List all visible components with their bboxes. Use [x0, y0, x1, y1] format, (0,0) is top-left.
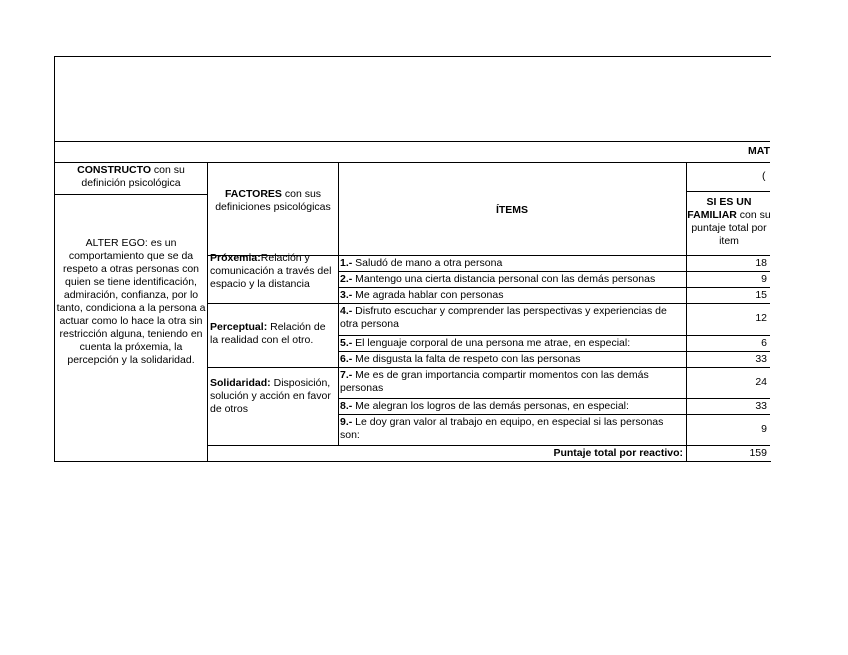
factor-proxemia: Próxemia:Relación y comunicación a través del espacio y la distancia: [210, 252, 332, 290]
item-row-4: 4.- Disfruto escuchar y comprender las perspectivas y experiencias de otra persona: [340, 305, 667, 330]
total-label: Puntaje total por reactivo:: [553, 447, 683, 459]
rule-item-1: [338, 271, 770, 272]
item-score-2: 9: [761, 273, 767, 285]
rule-title-bottom: [54, 141, 770, 142]
rule-item-8: [338, 414, 770, 415]
constructo-definition: ALTER EGO: es un comportamiento que se da respeto a otras personas con quien se tiene identificación, admiración, confianza, por lo tanto, condiciona a la persona a actuar como lo hace la otra sin restricción alguna, teniendo en cuenta la próxemia, la percepción y la solidaridad.: [56, 237, 206, 366]
rule-item-4: [338, 335, 770, 336]
factores-header: FACTORES con sus definiciones psicológicas: [215, 188, 331, 213]
total-value: 159: [749, 447, 767, 459]
col-rule-factores: [338, 162, 339, 445]
rule-score-subhead: [686, 191, 770, 192]
constructo-header: CONSTRUCTO con su definición psicológica: [77, 164, 185, 189]
item-row-9: 9.- Le doy gran valor al trabajo en equipo, en especial si las personas son:: [340, 416, 664, 441]
factor-solidaridad: Solidaridad: Disposición, solución y acción en favor de otros: [210, 377, 331, 415]
item-row-6: 6.- Me disgusta la falta de respeto con las personas: [340, 353, 581, 365]
item-score-1: 18: [755, 257, 767, 269]
item-score-7: 24: [755, 376, 767, 388]
item-score-5: 6: [761, 337, 767, 349]
mat-label: MAT: [748, 145, 770, 157]
items-header: ÍTEMS: [495, 204, 529, 216]
rule-item-2: [338, 287, 770, 288]
item-row-1: 1.- Saludó de mano a otra persona: [340, 257, 503, 269]
item-row-3: 3.- Me agrada hablar con personas: [340, 289, 504, 301]
rule-header-bottom: [54, 162, 770, 163]
partial-header-mark: (: [762, 170, 766, 182]
item-score-6: 33: [755, 353, 767, 365]
rule-item-5: [338, 351, 770, 352]
score-header: SI ES UN FAMILIAR con su puntaje total por item: [687, 196, 771, 247]
item-score-3: 15: [755, 289, 767, 301]
item-row-8: 8.- Me alegran los logros de las demás personas, en especial:: [340, 400, 629, 412]
rule-constructo-head: [54, 194, 207, 195]
item-score-9: 9: [761, 423, 767, 435]
item-row-5: 5.- El lenguaje corporal de una persona me atrae, en especial:: [340, 337, 631, 349]
col-rule-constructo: [207, 162, 208, 461]
item-row-2: 2.- Mantengo una cierta distancia personal con las demás personas: [340, 273, 656, 285]
item-score-8: 33: [755, 400, 767, 412]
rule-item-7: [338, 398, 770, 399]
factor-perceptual: Perceptual: Relación de la realidad con el otro.: [210, 321, 326, 346]
item-score-4: 12: [755, 312, 767, 324]
item-row-7: 7.- Me es de gran importancia compartir momentos con las demás personas: [340, 369, 649, 394]
